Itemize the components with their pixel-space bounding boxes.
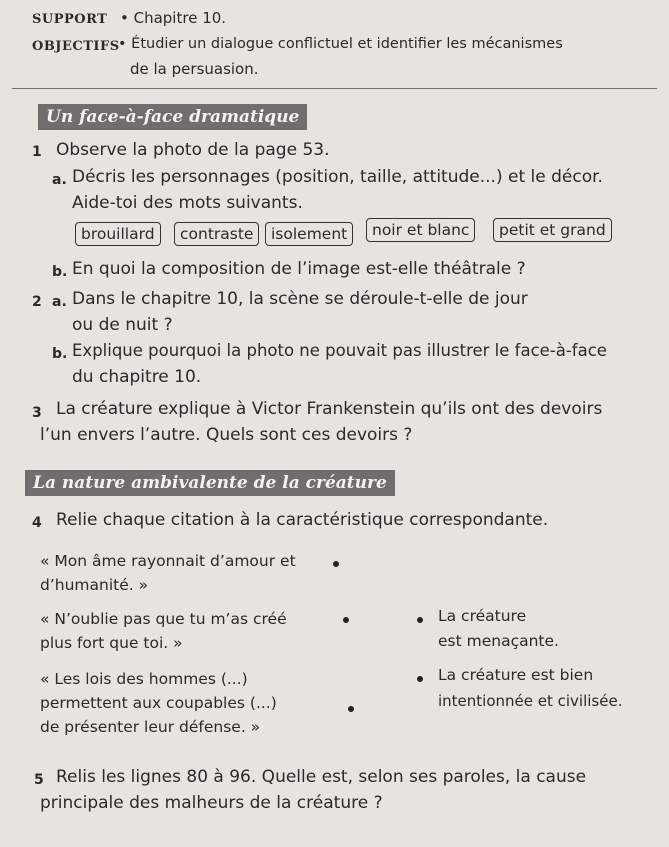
quote-2-line1: « N’oublie pas que tu m’as créé	[40, 610, 287, 628]
word-box-contraste: contraste	[174, 222, 259, 246]
characteristic-2-line2: intentionnée et civilisée.	[438, 692, 623, 710]
quote-1-line2: d’humanité. »	[40, 576, 149, 594]
objectifs-line1: • Étudier un dialogue conflictuel et identifier les mécanismes	[118, 36, 563, 52]
question-4-text: Relie chaque citation à la caractéristique correspondante.	[56, 510, 549, 530]
question-2a-line1: Dans le chapitre 10, la scène se déroule-t-elle de jour	[72, 289, 528, 309]
question-3-number: 3	[32, 405, 42, 421]
question-1-text: Observe la photo de la page 53.	[56, 140, 330, 160]
question-1a-line1: Décris les personnages (position, taille, attitude...) et le décor.	[72, 167, 603, 187]
question-2a-label: a.	[52, 294, 67, 310]
word-box-isolement: isolement	[265, 222, 353, 246]
question-3-line2: l’un envers l’autre. Quels sont ces devoirs ?	[40, 425, 413, 445]
characteristic-1-line1: La créature	[438, 607, 527, 625]
question-2b-label: b.	[52, 346, 68, 362]
question-5-line1: Relis les lignes 80 à 96. Quelle est, selon ses paroles, la cause	[56, 767, 587, 787]
quote-3-line2: permettent aux coupables (...)	[40, 694, 277, 712]
link-dot-quote-3[interactable]	[348, 706, 354, 712]
question-1-number: 1	[32, 144, 42, 160]
section-title-face-a-face: Un face-à-face dramatique	[38, 104, 307, 130]
link-dot-char-2[interactable]	[417, 676, 423, 682]
question-1a-label: a.	[52, 172, 67, 188]
section-title-nature-ambivalente: La nature ambivalente de la créature	[25, 470, 395, 496]
link-dot-char-1[interactable]	[417, 617, 423, 623]
question-5-line2: principale des malheurs de la créature ?	[40, 793, 383, 813]
question-4-number: 4	[32, 515, 42, 531]
header-divider	[12, 88, 657, 89]
quote-3-line3: de présenter leur défense. »	[40, 718, 261, 736]
quote-3-line1: « Les lois des hommes (...)	[40, 670, 248, 688]
support-text: • Chapitre 10.	[120, 9, 227, 27]
support-label: SUPPORT	[32, 12, 108, 27]
objectifs-line2: de la persuasion.	[130, 60, 259, 78]
objectifs-label: OBJECTIFS	[32, 39, 120, 54]
question-1b-label: b.	[52, 264, 68, 280]
question-1b-text: En quoi la composition de l’image est-elle théâtrale ?	[72, 259, 526, 279]
characteristic-1-line2: est menaçante.	[438, 632, 559, 650]
link-dot-quote-2[interactable]	[343, 617, 349, 623]
link-dot-quote-1[interactable]	[333, 561, 339, 567]
word-box-brouillard: brouillard	[75, 222, 161, 246]
quote-2-line2: plus fort que toi. »	[40, 634, 183, 652]
question-3-line1: La créature explique à Victor Frankenstein qu’ils ont des devoirs	[56, 399, 603, 419]
question-1a-line2: Aide-toi des mots suivants.	[72, 193, 303, 213]
word-box-petit-et-grand: petit et grand	[493, 218, 612, 242]
question-2a-line2: ou de nuit ?	[72, 315, 173, 335]
question-5-number: 5	[34, 772, 44, 788]
characteristic-2-line1: La créature est bien	[438, 666, 594, 684]
quote-1-line1: « Mon âme rayonnait d’amour et	[40, 552, 296, 570]
question-2-number: 2	[32, 294, 42, 310]
question-2b-line2: du chapitre 10.	[72, 367, 202, 387]
question-2b-line1: Explique pourquoi la photo ne pouvait pas illustrer le face-à-face	[72, 341, 607, 360]
word-box-noir-et-blanc: noir et blanc	[366, 218, 475, 242]
